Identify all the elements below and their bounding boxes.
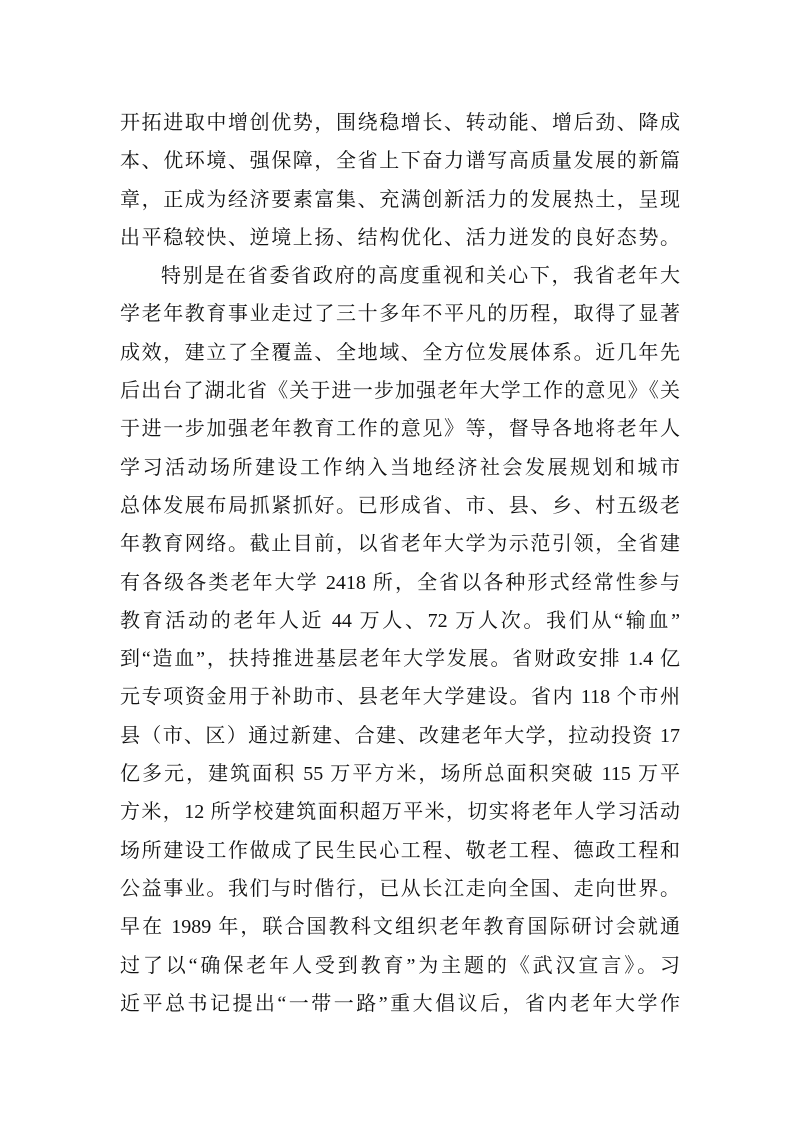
text-line: 早在 1989 年，联合国教科文组织老年教育国际研讨会就通 [120, 916, 680, 939]
text-line: 本、优环境、强保障，全省上下奋力谱写高质量发展的新篇 [120, 150, 680, 173]
text-line: 章，正成为经济要素富集、充满创新活力的发展热土，呈现 [120, 188, 680, 211]
text-line: 于进一步加强老年教育工作的意见》等，督导各地将老年人 [120, 418, 680, 441]
text-line: 学老年教育事业走过了三十多年不平凡的历程，取得了显著 [120, 303, 680, 326]
text-line: 特别是在省委省政府的高度重视和关心下，我省老年大 [161, 265, 680, 288]
text-line: 学习活动场所建设工作纳入当地经济社会发展规划和城市 [120, 456, 680, 479]
text-line: 成效，建立了全覆盖、全地域、全方位发展体系。近几年先 [120, 341, 680, 364]
text-line: 近平总书记提出“一带一路”重大倡议后，省内老年大学作 [120, 992, 680, 1015]
text-line: 总体发展布局抓紧抓好。已形成省、市、县、乡、村五级老 [120, 494, 680, 517]
text-line: 开拓进取中增创优势，围绕稳增长、转动能、增后劲、降成 [120, 112, 680, 134]
document-body [120, 104, 680, 1023]
text-line: 有各级各类老年大学 2418 所，全省以各种形式经常性参与 [120, 571, 680, 594]
text-line: 元专项资金用于补助市、县老年大学建设。省内 118 个市州 [120, 686, 680, 709]
text-line: 县（市、区）通过新建、合建、改建老年大学，拉动投资 17 [120, 724, 680, 747]
text-line: 年教育网络。截止目前，以省老年大学为示范引领，全省建 [120, 533, 680, 556]
text-line: 到“造血”，扶持推进基层老年大学发展。省财政安排 1.4 亿 [120, 648, 680, 671]
text-line: 后出台了湖北省《关于进一步加强老年大学工作的意见》《关 [120, 380, 680, 403]
text-line: 出平稳较快、逆境上扬、结构优化、活力迸发的良好态势。 [120, 226, 680, 249]
text-line: 公益事业。我们与时偕行，已从长江走向全国、走向世界。 [120, 877, 680, 900]
text-line: 场所建设工作做成了民生民心工程、敬老工程、德政工程和 [120, 839, 680, 862]
text-line: 亿多元，建筑面积 55 万平方米，场所总面积突破 115 万平 [120, 763, 680, 786]
text-line: 教育活动的老年人近 44 万人、72 万人次。我们从“输血” [120, 609, 680, 632]
text-line: 过了以“确保老年人受到教育”为主题的《武汉宣言》。习 [120, 954, 680, 977]
text-line: 方米，12 所学校建筑面积超万平米，切实将老年人学习活动 [120, 801, 680, 824]
